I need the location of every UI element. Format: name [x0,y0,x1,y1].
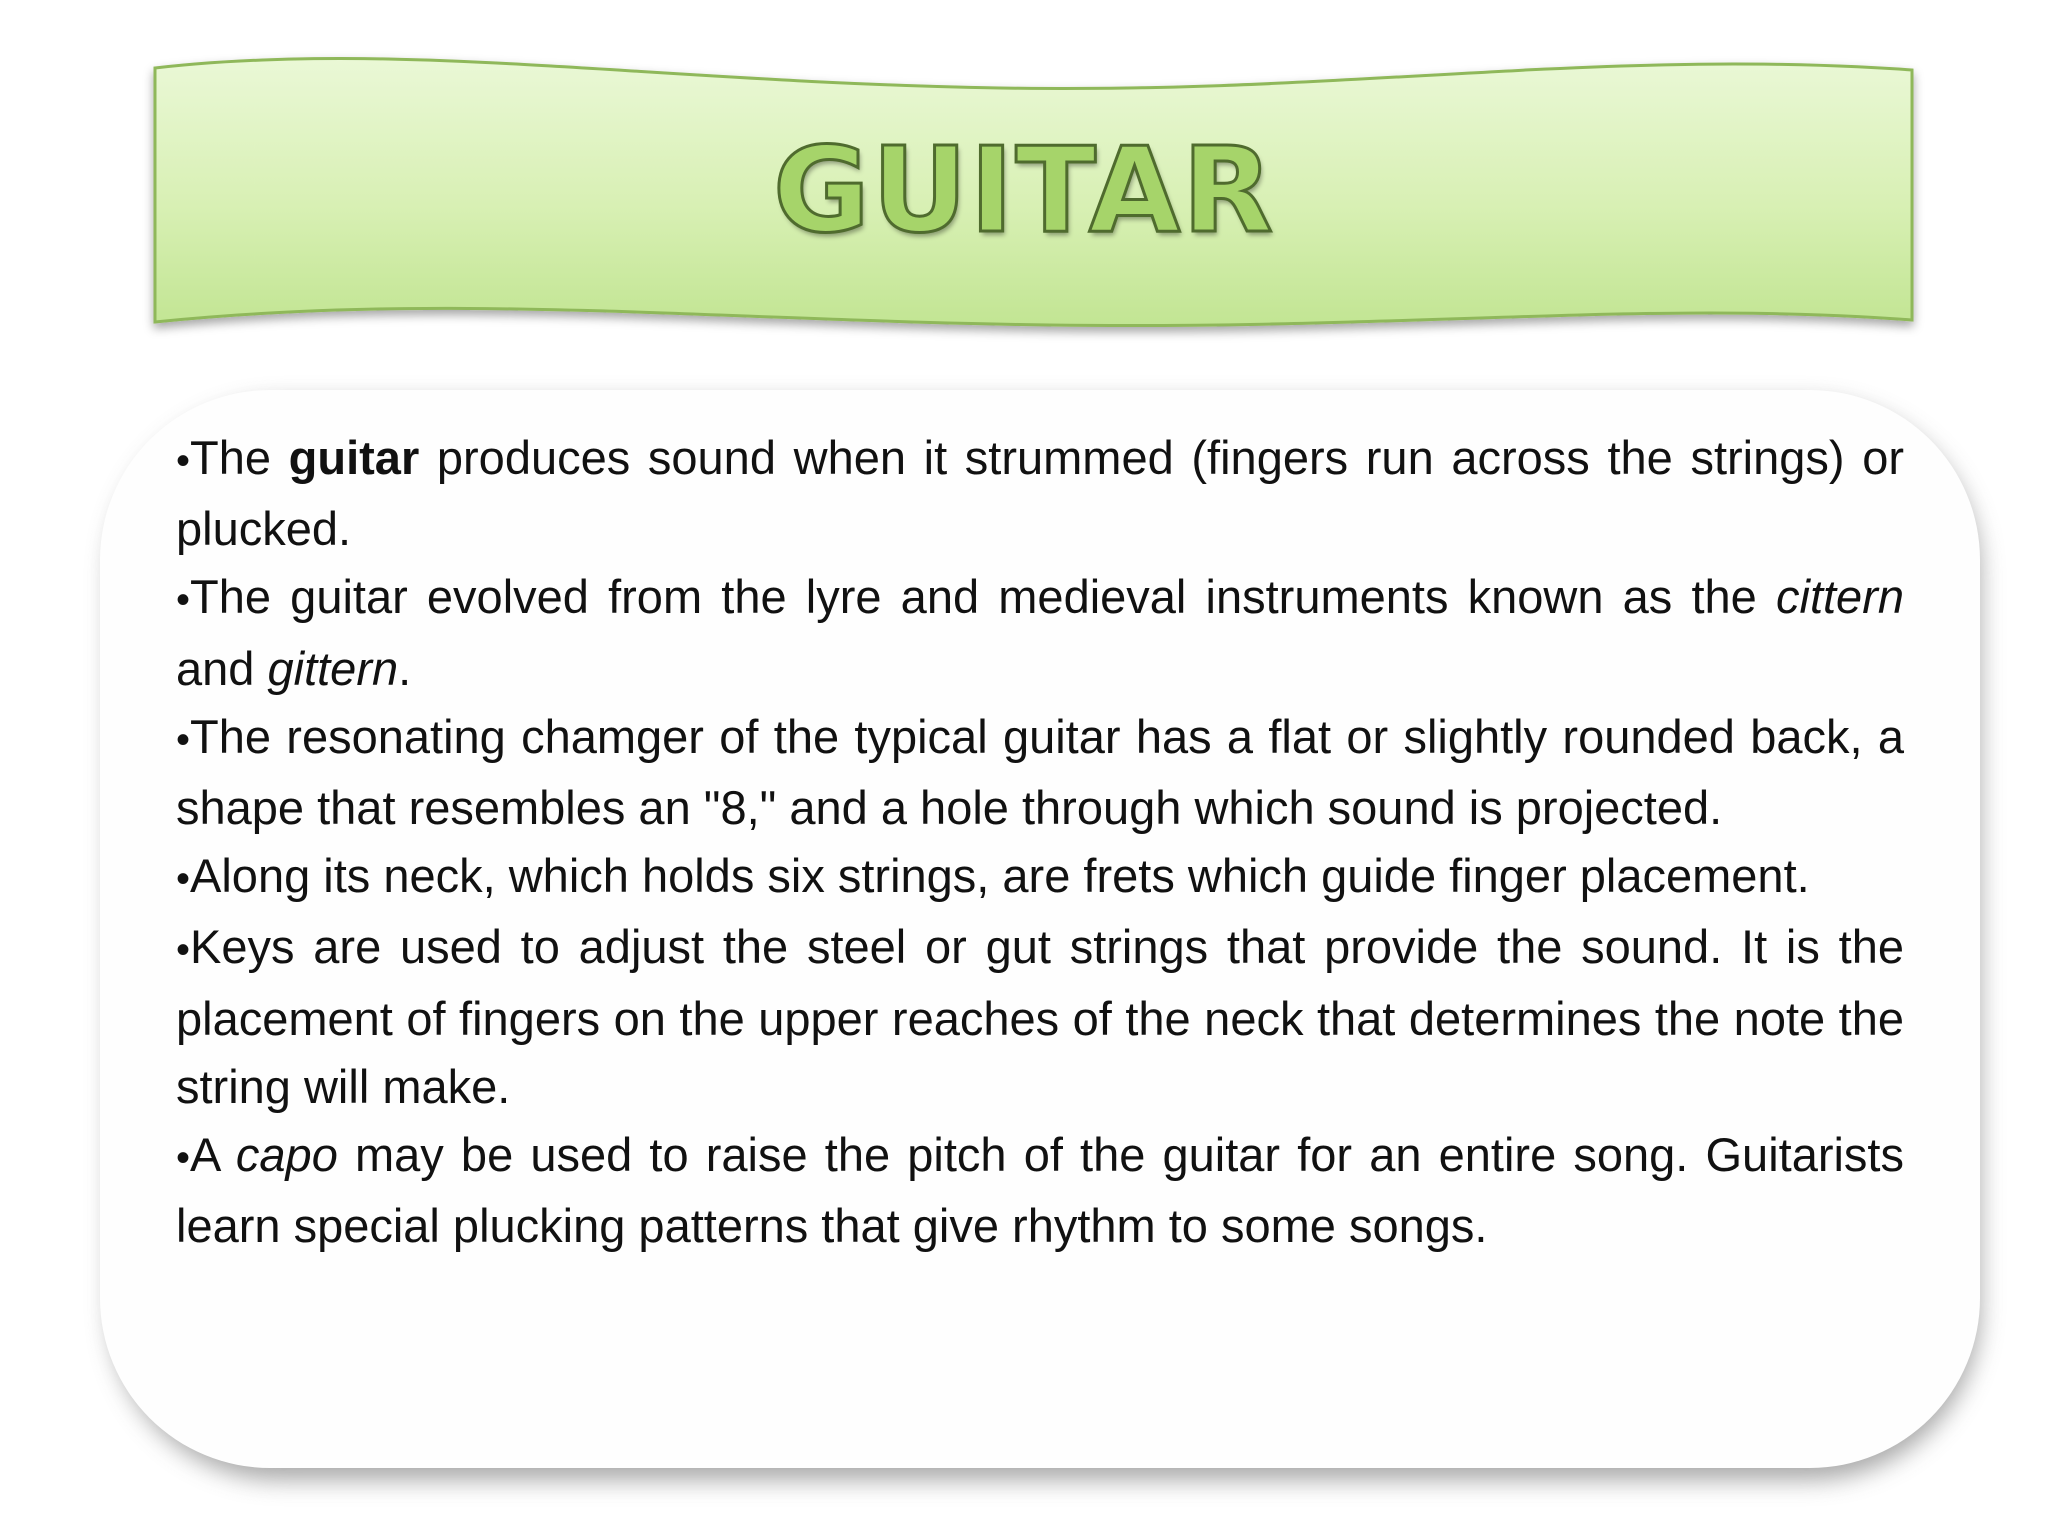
bullet-6-italic-term: capo [235,1128,338,1182]
bullet-marker: • [176,717,191,762]
bullet-item-5 [176,913,1904,1121]
bullet-2-text-start: The guitar evolved from the lyre and medieval instruments known as the [190,570,1776,624]
bullet-4-text: Along its neck, which holds six strings, are frets which guide finger placement. [190,849,1810,903]
bullet-1-text-end: produces sound when it strummed (fingers run across the strings) or plucked. [176,431,1904,556]
title-container [0,121,2048,259]
bullet-5-text: Keys are used to adjust the steel or gut strings that provide the sound. It is the placement of fingers on the upper reaches of the neck that determines the note the string will make. [176,920,1904,1113]
bullet-1-text-start: The [190,431,289,484]
bullet-item-2 [176,563,1904,702]
bullet-list [176,424,1904,1260]
bullet-1-bold-term: guitar [288,431,420,484]
bullet-6-text-end: may be used to raise the pitch of the guitar for an entire song. Guitarists learn special plucking patterns that give rhythm to some songs. [176,1128,1904,1253]
bullet-2-italic-term-1: cittern [1776,570,1904,624]
bullet-6-text-start: A [190,1128,236,1182]
bullet-item-3 [176,703,1904,842]
bullet-2-text-middle: and [176,641,268,695]
bullet-item-6 [176,1121,1904,1260]
bullet-2-italic-term-2: gittern [267,641,399,695]
bullet-3-text: The resonating chamger of the typical guitar has a flat or slightly rounded back, a shape that resembles an "8," and a hole through which sound is projected. [176,709,1904,835]
bullet-marker: • [176,578,191,623]
bullet-item-1 [176,424,1904,563]
bullet-marker: • [176,928,191,973]
slide-title: GUITAR [772,121,1276,259]
bullet-marker: • [176,1136,191,1181]
bullet-marker: • [176,857,191,902]
bullet-item-4 [176,842,1904,913]
bullet-2-text-end: . [398,641,412,695]
bullet-marker: • [176,439,191,483]
